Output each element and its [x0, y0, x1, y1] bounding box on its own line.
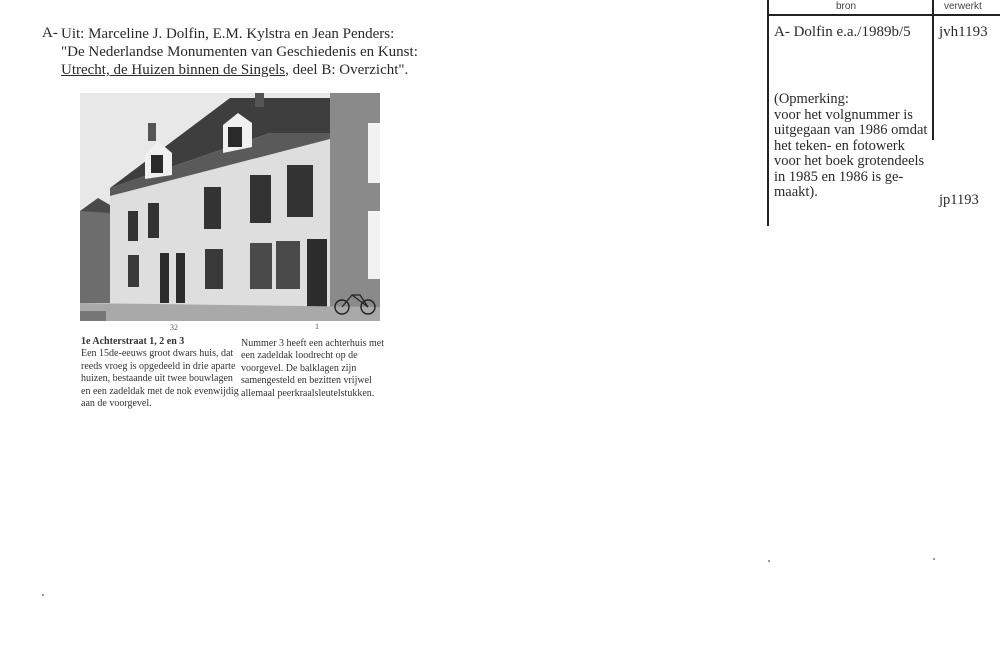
neighbour-house-left: [80, 205, 112, 303]
caption-right: Nummer 3 heeft een achterhuis met een zadeldak loodrecht op de voorgevel. De balklagen zijn samengesteld en bezitten vrijwel allemaal peerkraalsleutelstukken.: [241, 338, 384, 399]
remark-line: maakt).: [774, 184, 818, 200]
plate-number-right: 1: [315, 322, 319, 331]
scan-speck: [768, 560, 770, 562]
chimney: [255, 93, 264, 107]
table-divider: [767, 0, 769, 226]
bron-entry: A- Dolfin e.a./1989b/5: [774, 24, 911, 40]
window: [250, 243, 272, 289]
door: [307, 239, 327, 307]
citation-line-3: [61, 61, 481, 79]
table-header-rule: [767, 14, 1000, 16]
window: [276, 241, 300, 289]
remark-line: (Opmerking:: [774, 91, 849, 107]
door: [160, 253, 169, 303]
citation-line-1: Uit: Marceline J. Dolfin, E.M. Kylstra en Jean Penders:: [61, 26, 395, 42]
remark-line: in 1985 en 1986 is ge-: [774, 168, 904, 185]
remark-line: het teken- en fotowerk: [774, 137, 905, 154]
brick-wing-window: [368, 211, 380, 279]
door: [176, 253, 185, 303]
citation-line-3-rest: , deel B: Overzicht".: [285, 62, 409, 78]
dormer-right-window: [228, 127, 242, 147]
remark-note: [774, 92, 944, 201]
window: [205, 249, 223, 289]
parked-car: [80, 311, 106, 321]
remark-line: voor het boek grotendeels: [774, 153, 925, 169]
citation-line-2: "De Nederlandse Monumenten van Geschiedenis en Kunst:: [61, 44, 418, 60]
verwerkt-entry: jp1193: [939, 192, 979, 208]
window: [128, 211, 138, 241]
caption-left-text: Een 15de-eeuws groot dwars huis, dat reeds vroeg is opgedeeld in drie aparte huizen, bestaande uit twee bouwlagen en een zadeldak met de nok evenwijdig aan de voorgevel.: [81, 348, 239, 410]
window: [250, 175, 271, 223]
building-photo-drawing: [80, 93, 380, 321]
scan-speck: [933, 558, 935, 560]
verwerkt-entry: jvh1193: [939, 24, 988, 40]
plate-number-left: 32: [170, 323, 178, 332]
scan-speck: [42, 594, 44, 596]
source-citation: [61, 25, 481, 79]
brick-wing-window: [368, 123, 380, 183]
caption-heading: 1e Achterstraat 1, 2 en 3: [81, 336, 185, 347]
column-header-verwerkt: verwerkt: [944, 1, 982, 12]
window: [287, 165, 313, 217]
caption-left: [81, 336, 241, 410]
window: [148, 203, 159, 238]
citation-prefix: A-: [42, 25, 58, 41]
window: [128, 255, 139, 287]
window: [204, 187, 221, 229]
dormer-left-window: [151, 155, 163, 173]
remark-line: voor het volgnummer is: [774, 106, 913, 123]
building-photo: [80, 93, 380, 321]
citation-book-title: Utrecht, de Huizen binnen de Singels: [61, 62, 286, 78]
column-header-bron: bron: [836, 1, 857, 12]
chimney: [148, 123, 156, 141]
remark-line: uitgegaan van 1986 omdat: [774, 122, 928, 138]
